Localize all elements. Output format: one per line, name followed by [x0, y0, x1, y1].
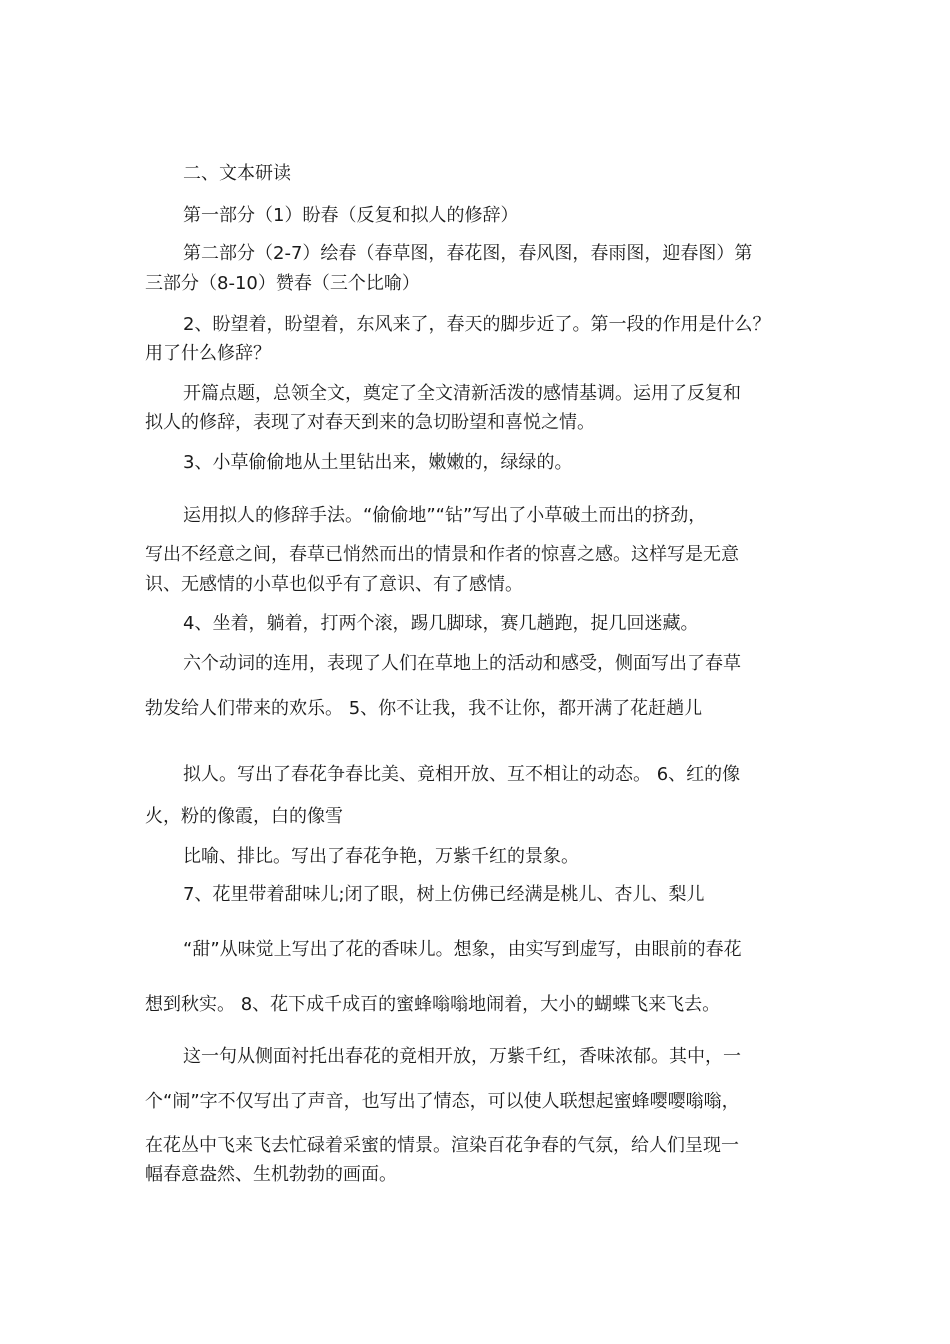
paragraph-line: 三部分（8-10）赞春（三个比喻） [145, 273, 420, 294]
paragraph-line: 用了什么修辞？ [145, 343, 271, 364]
paragraph-line: 2、盼望着，盼望着，东风来了，春天的脚步近了。第一段的作用是什么？ [183, 314, 771, 335]
paragraph-line: 拟人。写出了春花争春比美、竟相开放、互不相让的动态。 6、红的像 [183, 764, 741, 785]
paragraph-line: 识、无感情的小草也似乎有了意识、有了感情。 [145, 574, 523, 595]
paragraph-line: 火，粉的像霞，白的像雪 [145, 806, 343, 827]
paragraph-line: 拟人的修辞，表现了对春天到来的急切盼望和喜悦之情。 [145, 412, 595, 433]
paragraph-line: 个“闹”字不仅写出了声音，也写出了情态，可以使人联想起蜜蜂嘤嘤嗡嗡， [145, 1091, 740, 1112]
section-heading: 二、文本研读 [183, 163, 291, 184]
paragraph-line: 3、小草偷偷地从土里钻出来，嫩嫩的，绿绿的。 [183, 452, 573, 473]
paragraph-line: 4、坐着，躺着，打两个滚，踢几脚球，赛几趟跑，捉几回迷藏。 [183, 613, 699, 634]
paragraph-line: 第二部分（2-7）绘春（春草图，春花图，春风图，春雨图，迎春图）第 [183, 243, 753, 264]
paragraph-line: 开篇点题，总领全文，奠定了全文清新活泼的感情基调。运用了反复和 [183, 383, 741, 404]
paragraph-line: 运用拟人的修辞手法。“偷偷地”“钻”写出了小草破土而出的挤劲， [183, 505, 707, 526]
paragraph-line: “甜”从味觉上写出了花的香味儿。想象，由实写到虚写，由眼前的春花 [183, 939, 742, 960]
paragraph-line: 这一句从侧面衬托出春花的竟相开放，万紫千红，香味浓郁。其中，一 [183, 1046, 741, 1067]
paragraph-line: 比喻、排比。写出了春花争艳，万紫千红的景象。 [183, 846, 579, 867]
paragraph-line: 勃发给人们带来的欢乐。 5、你不让我，我不让你，都开满了花赶趟儿 [145, 698, 703, 719]
paragraph-line: 7、花里带着甜味儿;闭了眼，树上仿佛已经满是桃儿、杏儿、梨儿 [183, 884, 705, 905]
paragraph-line: 幅春意盎然、生机勃勃的画面。 [145, 1164, 397, 1185]
paragraph-line: 第一部分（1）盼春（反复和拟人的修辞） [183, 205, 519, 226]
paragraph-line: 写出不经意之间，春草已悄然而出的情景和作者的惊喜之感。这样写是无意 [145, 544, 739, 565]
paragraph-line: 在花丛中飞来飞去忙碌着采蜜的情景。渲染百花争春的气氛，给人们呈现一 [145, 1135, 739, 1156]
paragraph-line: 六个动词的连用，表现了人们在草地上的活动和感受，侧面写出了春草 [183, 653, 741, 674]
paragraph-line: 想到秋实。 8、花下成千成百的蜜蜂嗡嗡地闹着，大小的蝴蝶飞来飞去。 [145, 994, 721, 1015]
